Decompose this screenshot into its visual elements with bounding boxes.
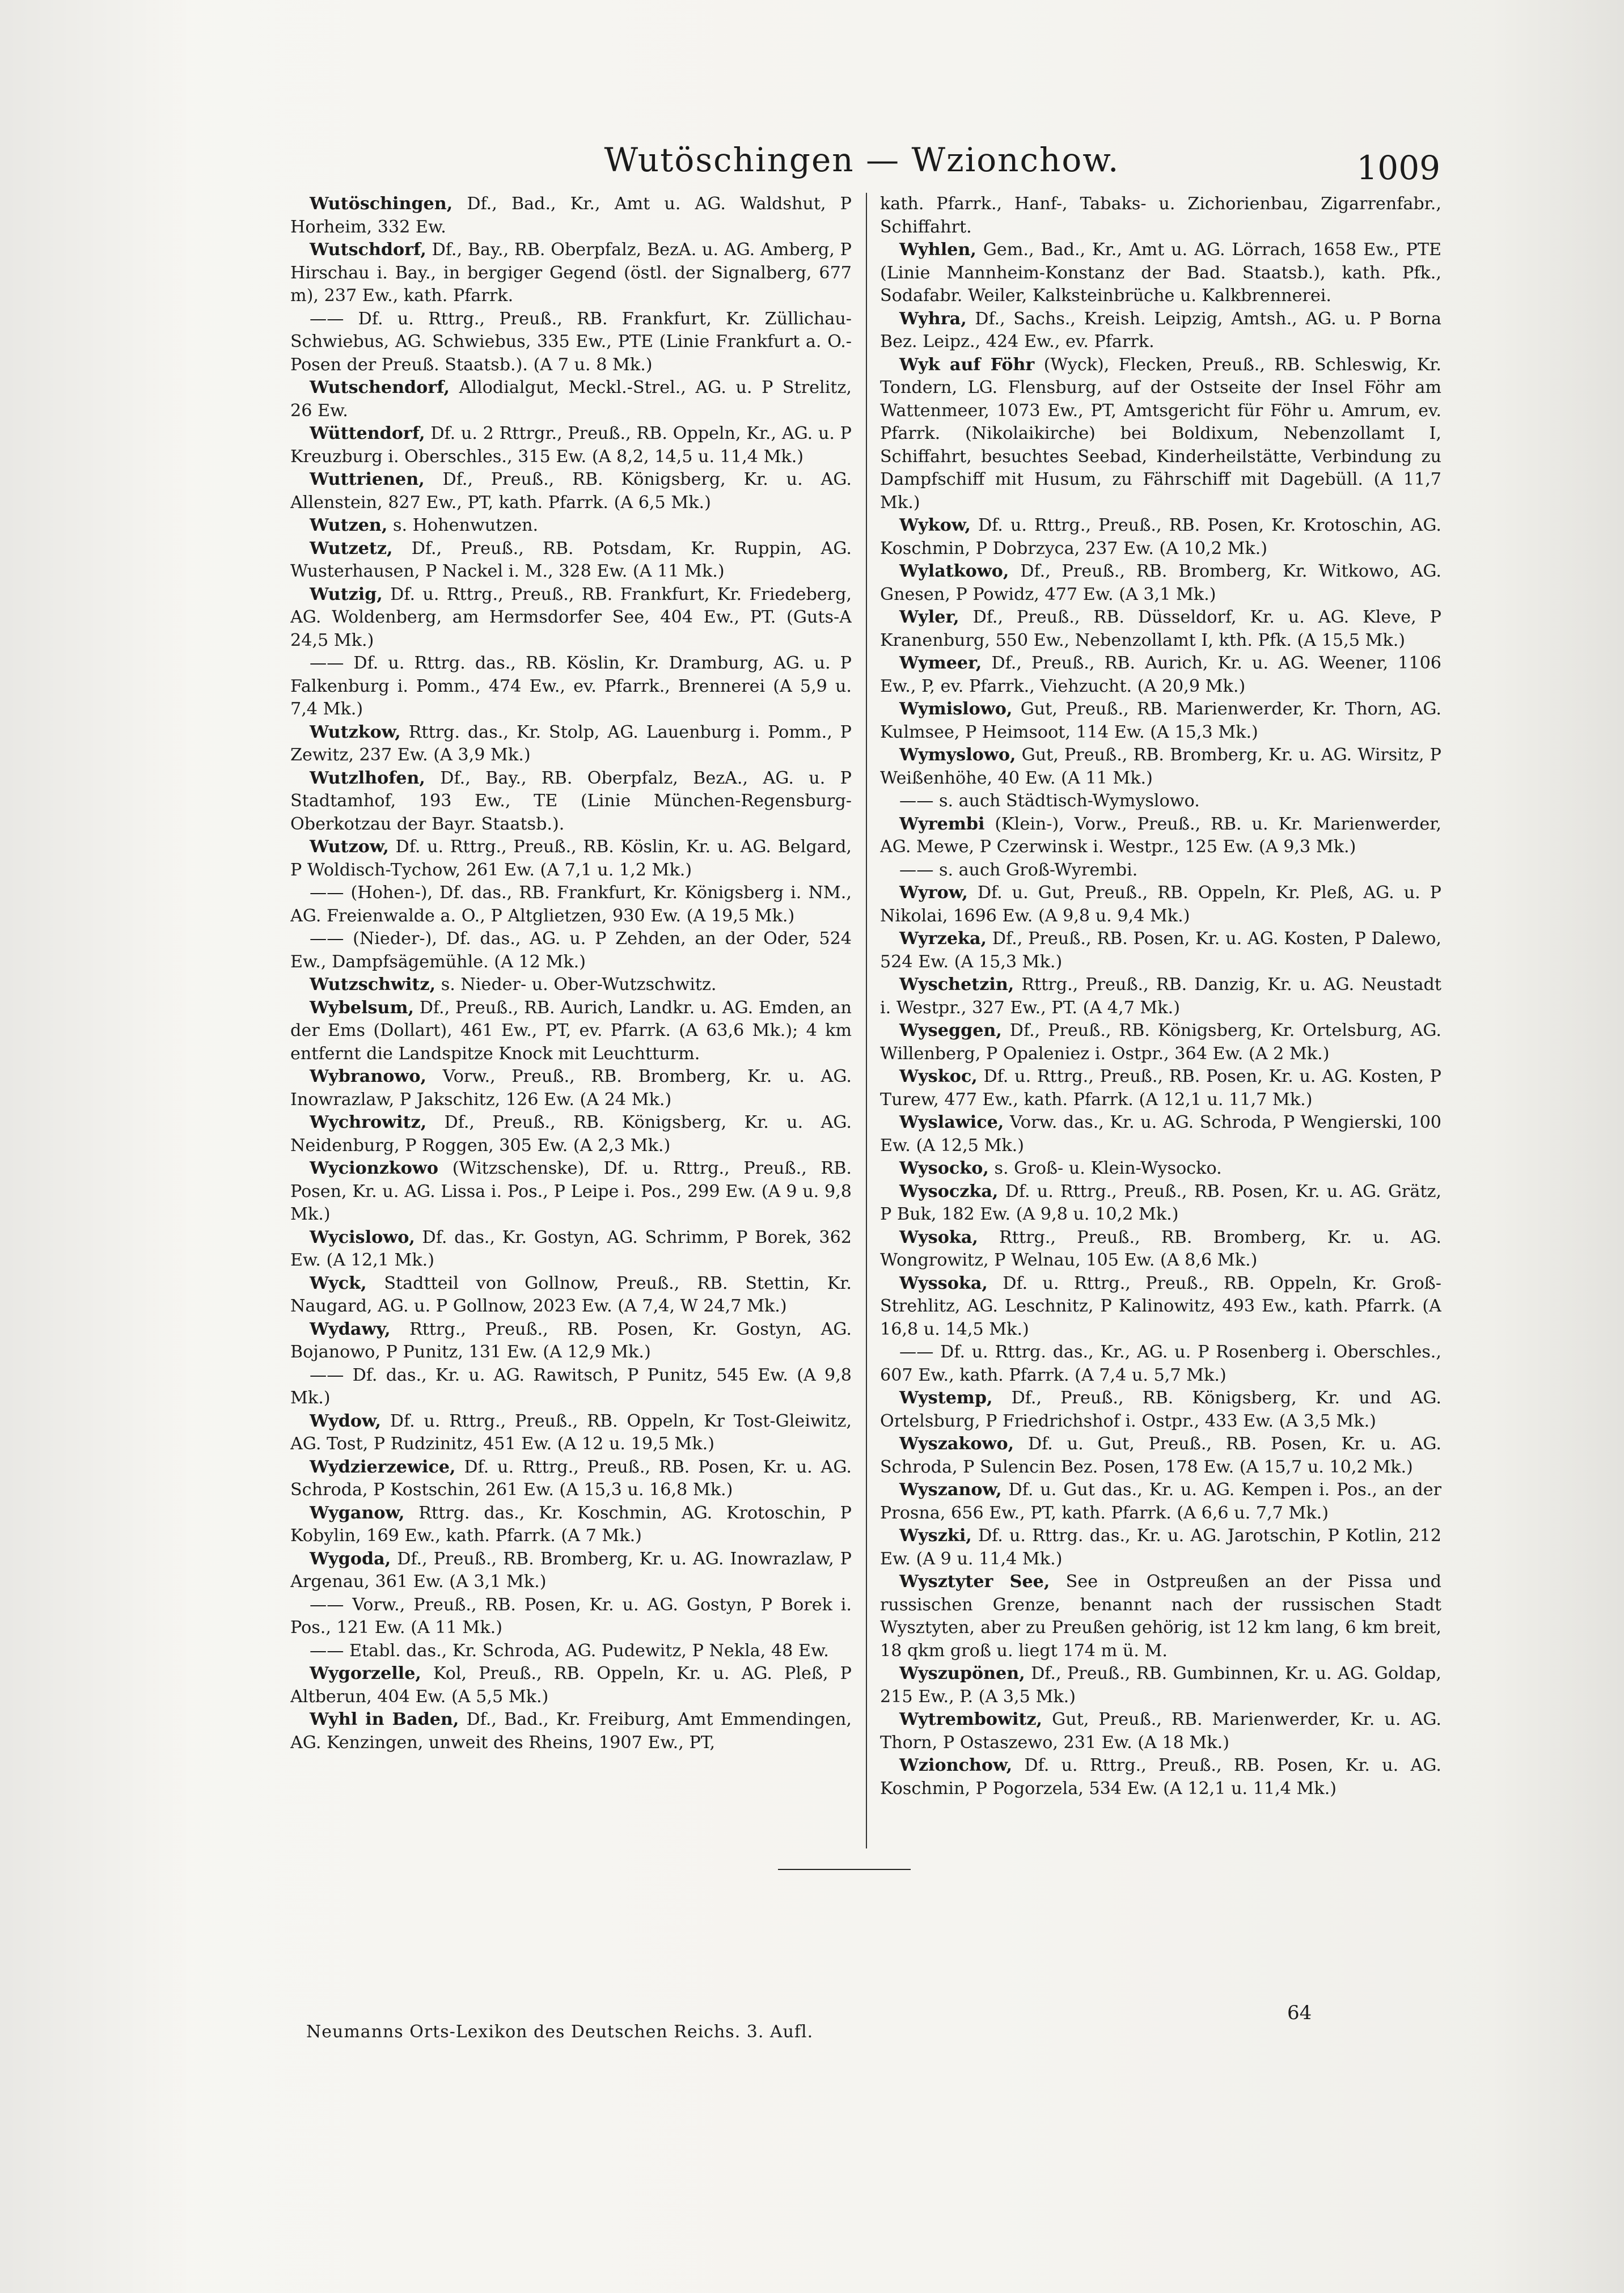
entry-text: Df. u. Rttrg., Preuß., RB. Posen, Kr. u. AG. Grätz, P Buk, 182 Ew. (A 9,8 u. 10,2 Mk.) bbox=[880, 1181, 1441, 1224]
dictionary-entry bbox=[880, 606, 1441, 652]
entry-headword: Wycislowo, bbox=[310, 1227, 415, 1247]
entry-headword: Wyszanow, bbox=[899, 1480, 1002, 1500]
entry-headword: Wyschetzin, bbox=[899, 975, 1014, 995]
entry-text: Gut, Preuß., RB. Marienwerder, Kr. u. AG. Thorn, P Ostaszewo, 231 Ew. (A 18 Mk.) bbox=[880, 1710, 1441, 1753]
dictionary-entry bbox=[880, 1065, 1441, 1111]
entry-headword: Wydzierzewice, bbox=[310, 1457, 456, 1477]
dictionary-entry bbox=[880, 1272, 1441, 1342]
dictionary-entry bbox=[880, 813, 1441, 859]
entry-text: Df. u. Rttrg., Preuß., RB. Posen, Kr. Krotoschin, AG. Koschmin, P Dobrzyca, 237 Ew. (A 10,2 Mk.) bbox=[880, 515, 1441, 559]
entry-text: Df., Preuß., RB. Potsdam, Kr. Ruppin, AG. Wusterhausen, P Nackel i. M., 328 Ew. (A 11 Mk.) bbox=[290, 538, 852, 581]
entry-headword: Wyszki, bbox=[899, 1526, 972, 1546]
dictionary-entry bbox=[290, 1548, 852, 1594]
entry-text: —— (Nieder-), Df. das., AG. u. P Zehden, an der Oder, 524 Ew., Dampfsägemühle. (A 12 Mk.) bbox=[290, 929, 852, 972]
signature-mark: 64 bbox=[1287, 2002, 1312, 2024]
entry-text: Df. u. Rttrg., Preuß., RB. Posen, Kr. u. AG. Schroda, P Kostschin, 261 Ew. (A 15,3 u. 16,8 Mk.) bbox=[290, 1457, 852, 1500]
entry-headword: Wylatkowo, bbox=[899, 561, 1009, 581]
dictionary-entry bbox=[880, 1433, 1441, 1479]
dictionary-entry bbox=[880, 790, 1441, 813]
dictionary-entry bbox=[880, 698, 1441, 744]
dictionary-entry bbox=[880, 560, 1441, 606]
dictionary-entry bbox=[290, 1708, 852, 1754]
entry-text: Rttrg. das., Kr. Stolp, AG. Lauenburg i. Pomm., P Zewitz, 237 Ew. (A 3,9 Mk.) bbox=[290, 722, 852, 765]
dictionary-entry bbox=[880, 1181, 1441, 1226]
dictionary-entry bbox=[880, 1019, 1441, 1065]
dictionary-entry bbox=[880, 1341, 1441, 1387]
entry-text: (Wyck), Flecken, Preuß., RB. Schleswig, Kr. Tondern, LG. Flensburg, auf der Ostseite der Insel Föhr am Wattenmeer, 1073 Ew., PT, Amtsgericht für Föhr u. Amrum, ev. Pfarrk. (Nikolaikirche) bei Boldixum, Nebenzollamt I, Schiffahrt, besuchtes Seebad, Kinderheilstätte, Verbindung zu Dampfschiff mit Husum, zu Fährschiff mit Dagebüll. (A 11,7 Mk.) bbox=[880, 354, 1441, 513]
entry-text: —— Df. u. Rttrg. das., Kr., AG. u. P Rosenberg i. Oberschles., 607 Ew., kath. Pfarrk. (A 7,4 u. 5,7 Mk.) bbox=[880, 1342, 1441, 1385]
entry-headword: Wysztyter See, bbox=[899, 1572, 1050, 1592]
entry-text: Df., Bay., RB. Oberpfalz, BezA., AG. u. P Stadtamhof, 193 Ew., TE (Linie München-Regensburg-Oberkotzau der Bayr. Staatsb.). bbox=[290, 768, 852, 834]
dictionary-entry bbox=[290, 721, 852, 767]
column-divider bbox=[866, 193, 867, 1848]
entry-headword: Wyck, bbox=[310, 1273, 367, 1293]
entry-text: Stadtteil von Gollnow, Preuß., RB. Stettin, Kr. Naugard, AG. u. P Gollnow, 2023 Ew. (A 7,4, W 24,7 Mk.) bbox=[290, 1273, 852, 1316]
entry-headword: Wybelsum, bbox=[310, 997, 414, 1018]
entry-headword: Wyszupönen, bbox=[899, 1664, 1025, 1683]
entry-headword: Wykow, bbox=[899, 515, 971, 535]
entry-text: —— s. auch Städtisch-Wymyslowo. bbox=[899, 791, 1200, 811]
entry-headword: Wyhlen, bbox=[899, 240, 976, 260]
entry-headword: Wüttendorf, bbox=[310, 424, 425, 443]
entry-headword: Wysoka, bbox=[899, 1227, 978, 1247]
entry-text: Allodialgut, Meckl.-Strel., AG. u. P Strelitz, 26 Ew. bbox=[290, 378, 852, 421]
dictionary-entry bbox=[880, 882, 1441, 928]
entry-text: (Klein-), Vorw., Preuß., RB. u. Kr. Marienwerder, AG. Mewe, P Czerwinsk i. Westpr., 125 Ew. (A 9,3 Mk.) bbox=[880, 814, 1441, 857]
dictionary-entry bbox=[880, 1111, 1441, 1157]
entry-headword: Wysoczka, bbox=[899, 1181, 999, 1202]
entry-headword: Wygoda, bbox=[310, 1549, 391, 1569]
dictionary-entry bbox=[290, 1065, 852, 1111]
entry-text: Rttrg., Preuß., RB. Bromberg, Kr. u. AG. Wongrowitz, P Welnau, 105 Ew. (A 8,6 Mk.) bbox=[880, 1227, 1441, 1270]
dictionary-entry bbox=[290, 239, 852, 308]
entry-text: Df. u. Rttrg., Preuß., RB. Posen, Kr. u. AG. Kosten, P Turew, 477 Ew., kath. Pfarrk. (A 12,1 u. 11,7 Mk.) bbox=[880, 1067, 1441, 1110]
dictionary-entry bbox=[290, 767, 852, 836]
entry-headword: Wutzlhofen, bbox=[310, 768, 425, 788]
page-number: 1009 bbox=[1356, 149, 1440, 187]
entry-headword: Wyk auf Föhr bbox=[899, 354, 1035, 375]
entry-text: Vorw. das., Kr. u. AG. Schroda, P Wengierski, 100 Ew. (A 12,5 Mk.) bbox=[880, 1112, 1441, 1156]
dictionary-entry bbox=[290, 997, 852, 1066]
dictionary-entry bbox=[290, 1640, 852, 1663]
entry-headword: Wyrow, bbox=[899, 883, 968, 903]
left-column bbox=[290, 193, 852, 1837]
dictionary-entry bbox=[880, 1708, 1441, 1754]
dictionary-entry bbox=[290, 308, 852, 377]
dictionary-entry bbox=[290, 652, 852, 721]
dictionary-entry bbox=[880, 1662, 1441, 1708]
entry-headword: Wyrzeka, bbox=[899, 929, 987, 949]
entry-text: Gem., Bad., Kr., Amt u. AG. Lörrach, 1658 Ew., PTE (Linie Mannheim-Konstanz der Bad. Staatsb.), kath. Pfk., Sodafabr. Weiler, Kalksteinbrüche u. Kalkbrennerei. bbox=[880, 240, 1441, 306]
entry-headword: Wyszakowo, bbox=[899, 1434, 1014, 1454]
entry-text: Df. das., Kr. Gostyn, AG. Schrimm, P Borek, 362 Ew. (A 12,1 Mk.) bbox=[290, 1227, 852, 1270]
entry-headword: Wyskoc, bbox=[899, 1067, 978, 1086]
dictionary-entry bbox=[880, 193, 1441, 239]
entry-text: Df., Preuß., RB. Königsberg, Kr. Ortelsburg, AG. Willenberg, P Opaleniez i. Ostpr., 364 Ew. (A 2 Mk.) bbox=[880, 1021, 1441, 1064]
entry-headword: Wzionchow, bbox=[899, 1755, 1013, 1775]
entry-headword: Wygorzelle, bbox=[310, 1664, 421, 1683]
dictionary-entry bbox=[290, 468, 852, 514]
dictionary-entry bbox=[290, 1410, 852, 1456]
entry-text: s. Hohenwutzen. bbox=[393, 515, 539, 535]
entry-text: Df., Preuß., RB. Königsberg, Kr. und AG. Ortelsburg, P Friedrichshof i. Ostpr., 433 Ew. (A 3,5 Mk.) bbox=[880, 1388, 1441, 1431]
entry-headword: Wyler, bbox=[899, 607, 959, 627]
entry-headword: Wuttrienen, bbox=[310, 469, 425, 489]
dictionary-entry bbox=[290, 422, 852, 468]
entry-text: —— Df. u. Rttrg., Preuß., RB. Frankfurt, Kr. Züllichau-Schwiebus, AG. Schwiebus, 335 Ew., PTE (Linie Frankfurt a. O.-Posen der Preuß. Staatsb.). (A 7 u. 8 Mk.) bbox=[290, 308, 852, 375]
entry-text: Df., Preuß., RB. Düsseldorf, Kr. u. AG. Kleve, P Kranenburg, 550 Ew., Nebenzollamt I, kth. Pfk. (A 15,5 Mk.) bbox=[880, 607, 1441, 650]
dictionary-entry bbox=[880, 1754, 1441, 1800]
entry-headword: Wyganow, bbox=[310, 1503, 405, 1523]
entry-text: Rttrg. das., Kr. Koschmin, AG. Krotoschin, P Kobylin, 169 Ew., kath. Pfarrk. (A 7 Mk.) bbox=[290, 1503, 852, 1546]
dictionary-entry bbox=[880, 514, 1441, 560]
entry-headword: Wutöschingen, bbox=[310, 194, 453, 214]
entry-text: Df., Preuß., RB. Bromberg, Kr. Witkowo, AG. Gnesen, P Powidz, 477 Ew. (A 3,1 Mk.) bbox=[880, 561, 1441, 604]
entry-headword: Wymeer, bbox=[899, 653, 982, 673]
dictionary-entry bbox=[290, 1272, 852, 1318]
dictionary-entry bbox=[290, 538, 852, 583]
entry-text: Rttrg., Preuß., RB. Danzig, Kr. u. AG. Neustadt i. Westpr., 327 Ew., PT. (A 4,7 Mk.) bbox=[880, 975, 1441, 1018]
dictionary-entry bbox=[880, 744, 1441, 790]
entry-text: Df. u. 2 Rttrgr., Preuß., RB. Oppeln, Kr., AG. u. P Kreuzburg i. Oberschles., 315 Ew. (A 8,2, 14,5 u. 11,4 Mk.) bbox=[290, 424, 852, 467]
dictionary-entry bbox=[290, 1502, 852, 1548]
dictionary-entry bbox=[290, 1111, 852, 1157]
entry-text: Df. u. Rttrg., Preuß., RB. Oppeln, Kr Tost-Gleiwitz, AG. Tost, P Rudzinitz, 451 Ew. (A 12 u. 19,5 Mk.) bbox=[290, 1411, 852, 1454]
entry-text: Df. u. Rttrg., Preuß., RB. Oppeln, Kr. Groß-Strehlitz, AG. Leschnitz, P Kalinowitz, 493 Ew., kath. Pfarrk. (A 16,8 u. 14,5 Mk.) bbox=[880, 1273, 1441, 1339]
entry-headword: Wycionzkowo bbox=[310, 1158, 439, 1178]
entry-headword: Wyseggen, bbox=[899, 1021, 1002, 1040]
entry-text: s. Groß- u. Klein-Wysocko. bbox=[994, 1158, 1222, 1178]
dictionary-entry bbox=[290, 882, 852, 928]
entry-text: —— Etabl. das., Kr. Schroda, AG. Pudewitz, P Nekla, 48 Ew. bbox=[310, 1640, 829, 1661]
entry-headword: Wutzetz, bbox=[310, 538, 393, 559]
entry-text: Df. u. Gut, Preuß., RB. Posen, Kr. u. AG. Schroda, P Sulencin Bez. Posen, 178 Ew. (A 15,7 u. 10,2 Mk.) bbox=[880, 1434, 1441, 1477]
dictionary-entry bbox=[880, 974, 1441, 1019]
dictionary-entry bbox=[290, 514, 852, 538]
footer-rule bbox=[778, 1869, 911, 1870]
entry-headword: Wytrembowitz, bbox=[899, 1710, 1043, 1729]
entry-headword: Wutschdorf, bbox=[310, 240, 426, 260]
dictionary-entry bbox=[290, 583, 852, 653]
entry-headword: Wydow, bbox=[310, 1411, 382, 1431]
dictionary-entry bbox=[880, 239, 1441, 308]
entry-text: —— Vorw., Preuß., RB. Posen, Kr. u. AG. Gostyn, P Borek i. Pos., 121 Ew. (A 11 Mk.) bbox=[290, 1594, 852, 1638]
entry-text: Df. u. Gut, Preuß., RB. Oppeln, Kr. Pleß, AG. u. P Nikolai, 1696 Ew. (A 9,8 u. 9,4 Mk.) bbox=[880, 883, 1441, 926]
dictionary-entry bbox=[290, 1226, 852, 1272]
entry-text: kath. Pfarrk., Hanf-, Tabaks- u. Zichorienbau, Zigarrenfabr., Schiffahrt. bbox=[880, 194, 1441, 237]
entry-headword: Wutzen, bbox=[310, 515, 388, 535]
entry-headword: Wymyslowo, bbox=[899, 745, 1016, 765]
dictionary-entry bbox=[880, 1525, 1441, 1571]
entry-text: —— s. auch Groß-Wyrembi. bbox=[899, 860, 1138, 880]
dictionary-entry bbox=[290, 1157, 852, 1226]
entry-text: Kol, Preuß., RB. Oppeln, Kr. u. AG. Pleß, P Altberun, 404 Ew. (A 5,5 Mk.) bbox=[290, 1664, 852, 1707]
entry-text: Gut, Preuß., RB. Marienwerder, Kr. Thorn, AG. Kulmsee, P Heimsoot, 114 Ew. (A 15,3 Mk.) bbox=[880, 699, 1441, 742]
page-header bbox=[289, 136, 1440, 193]
entry-text: Df., Preuß., RB. Aurich, Kr. u. AG. Weener, 1106 Ew., P, ev. Pfarrk., Viehzucht. (A 20,9 Mk.) bbox=[880, 653, 1441, 696]
entry-text: Df., Preuß., RB. Posen, Kr. u. AG. Kosten, P Dalewo, 524 Ew. (A 15,3 Mk.) bbox=[880, 929, 1441, 972]
dictionary-entry bbox=[880, 652, 1441, 698]
entry-text: See in Ostpreußen an der Pissa und russischen Grenze, benannt nach der russischen Stadt Wysztyten, aber zu Preußen gehörig, ist 12 km lang, 6 km breit, 18 qkm groß u. liegt 174 m ü. M. bbox=[880, 1572, 1441, 1661]
dictionary-entry bbox=[880, 308, 1441, 354]
scan-shadow-right bbox=[1488, 0, 1624, 2293]
entry-headword: Wychrowitz, bbox=[310, 1112, 427, 1132]
entry-text: Df., Bad., Kr. Freiburg, Amt Emmendingen, AG. Kenzingen, unweit des Rheins, 1907 Ew., PT, bbox=[290, 1710, 852, 1753]
entry-text: Df. u. Rttrg. das., Kr. u. AG. Jarotschin, P Kotlin, 212 Ew. (A 9 u. 11,4 Mk.) bbox=[880, 1526, 1441, 1569]
dictionary-entry bbox=[290, 928, 852, 974]
dictionary-entry bbox=[290, 1594, 852, 1640]
entry-text: Df., Sachs., Kreish. Leipzig, Amtsh., AG. u. P Borna Bez. Leipz., 424 Ew., ev. Pfarrk. bbox=[880, 308, 1441, 352]
dictionary-entry bbox=[290, 1364, 852, 1410]
dictionary-entry bbox=[290, 974, 852, 997]
dictionary-entry bbox=[880, 859, 1441, 882]
dictionary-entry bbox=[880, 354, 1441, 515]
dictionary-entry bbox=[880, 1387, 1441, 1433]
text-columns bbox=[290, 193, 1441, 1837]
entry-text: s. Nieder- u. Ober-Wutzschwitz. bbox=[441, 975, 717, 995]
entry-text: Rttrg., Preuß., RB. Posen, Kr. Gostyn, AG. Bojanowo, P Punitz, 131 Ew. (A 12,9 Mk.) bbox=[290, 1319, 852, 1362]
entry-text: Gut, Preuß., RB. Bromberg, Kr. u. AG. Wirsitz, P Weißenhöhe, 40 Ew. (A 11 Mk.) bbox=[880, 745, 1441, 788]
entry-headword: Wutzow, bbox=[310, 837, 389, 857]
entry-headword: Wyssoka, bbox=[899, 1273, 988, 1293]
entry-headword: Wyhl in Baden, bbox=[310, 1710, 459, 1729]
dictionary-entry bbox=[880, 1571, 1441, 1662]
entry-text: Df., Preuß., RB. Königsberg, Kr. u. AG. Allenstein, 827 Ew., PT, kath. Pfarrk. (A 6,5 Mk.) bbox=[290, 469, 852, 513]
running-title: Wutöschingen — Wzionchow. bbox=[604, 141, 1120, 179]
entry-text: Vorw., Preuß., RB. Bromberg, Kr. u. AG. Inowrazlaw, P Jakschitz, 126 Ew. (A 24 Mk.) bbox=[290, 1067, 852, 1110]
entry-text: Df., Bay., RB. Oberpfalz, BezA. u. AG. Amberg, P Hirschau i. Bay., in bergiger Gegend (östl. der Signalberg, 677 m), 237 Ew., kath. Pfarrk. bbox=[290, 240, 852, 306]
entry-headword: Wutzig, bbox=[310, 584, 383, 604]
entry-headword: Wyslawice, bbox=[899, 1112, 1004, 1132]
entry-text: Df., Preuß., RB. Königsberg, Kr. u. AG. Neidenburg, P Roggen, 305 Ew. (A 2,3 Mk.) bbox=[290, 1112, 852, 1156]
entry-text: Df. u. Gut das., Kr. u. AG. Kempen i. Pos., an der Prosna, 656 Ew., PT, kath. Pfarrk. (A 6,6 u. 7,7 Mk.) bbox=[880, 1480, 1441, 1523]
dictionary-entry bbox=[880, 1226, 1441, 1272]
right-column bbox=[880, 193, 1441, 1837]
entry-text: —— Df. u. Rttrg. das., RB. Köslin, Kr. Dramburg, AG. u. P Falkenburg i. Pomm., 474 Ew., ev. Pfarrk., Brennerei (A 5,9 u. 7,4 Mk.) bbox=[290, 653, 852, 719]
dictionary-entry bbox=[290, 1456, 852, 1502]
entry-text: Df. u. Rttrg., Preuß., RB. Köslin, Kr. u. AG. Belgard, P Woldisch-Tychow, 261 Ew. (A 7,1 u. 1,2 Mk.) bbox=[290, 837, 852, 880]
scan-shadow-left bbox=[0, 0, 193, 2293]
entry-headword: Wydawy, bbox=[310, 1319, 391, 1339]
entry-headword: Wymislowo, bbox=[899, 699, 1013, 719]
entry-headword: Wutzschwitz, bbox=[310, 975, 436, 995]
entry-headword: Wyhra, bbox=[899, 308, 967, 329]
entry-headword: Wutzkow, bbox=[310, 722, 401, 742]
entry-headword: Wysocko, bbox=[899, 1158, 989, 1178]
dictionary-entry bbox=[880, 928, 1441, 974]
entry-headword: Wystemp, bbox=[899, 1388, 993, 1408]
dictionary-entry bbox=[290, 1662, 852, 1708]
dictionary-entry bbox=[880, 1479, 1441, 1525]
entry-text: —— (Hohen-), Df. das., RB. Frankfurt, Kr. Königsberg i. NM., AG. Freienwalde a. O., P Altglietzen, 930 Ew. (A 19,5 Mk.) bbox=[290, 883, 852, 926]
entry-text: Df., Preuß., RB. Aurich, Landkr. u. AG. Emden, an der Ems (Dollart), 461 Ew., PT, ev. Pfarrk. (A 63,6 Mk.); 4 km entfernt die Landspitze Knock mit Leuchtturm. bbox=[290, 997, 852, 1064]
dictionary-entry bbox=[290, 193, 852, 239]
dictionary-entry bbox=[290, 376, 852, 422]
entry-text: Df. u. Rttrg., Preuß., RB. Frankfurt, Kr. Friedeberg, AG. Woldenberg, am Hermsdorfer See, 404 Ew., PT. (Guts-A 24,5 Mk.) bbox=[290, 584, 852, 650]
dictionary-entry bbox=[290, 836, 852, 882]
footer-imprint: Neumanns Orts-Lexikon des Deutschen Reichs. 3. Aufl. bbox=[306, 2022, 814, 2042]
entry-text: Df., Preuß., RB. Gumbinnen, Kr. u. AG. Goldap, 215 Ew., P. (A 3,5 Mk.) bbox=[880, 1664, 1441, 1707]
entry-headword: Wybranowo, bbox=[310, 1067, 427, 1086]
entry-text: —— Df. das., Kr. u. AG. Rawitsch, P Punitz, 545 Ew. (A 9,8 Mk.) bbox=[290, 1365, 852, 1408]
dictionary-entry bbox=[880, 1157, 1441, 1181]
entry-headword: Wyrembi bbox=[899, 814, 985, 834]
dictionary-entry bbox=[290, 1318, 852, 1364]
entry-text: Df., Bad., Kr., Amt u. AG. Waldshut, P Horheim, 332 Ew. bbox=[290, 194, 852, 237]
entry-text: (Witzschenske), Df. u. Rttrg., Preuß., RB. Posen, Kr. u. AG. Lissa i. Pos., P Leipe i. Pos., 299 Ew. (A 9 u. 9,8 Mk.) bbox=[290, 1158, 852, 1224]
entry-headword: Wutschendorf, bbox=[310, 378, 450, 397]
entry-text: Df. u. Rttrg., Preuß., RB. Posen, Kr. u. AG. Koschmin, P Pogorzela, 534 Ew. (A 12,1 u. 11,4 Mk.) bbox=[880, 1755, 1441, 1799]
entry-text: Df., Preuß., RB. Bromberg, Kr. u. AG. Inowrazlaw, P Argenau, 361 Ew. (A 3,1 Mk.) bbox=[290, 1549, 852, 1592]
